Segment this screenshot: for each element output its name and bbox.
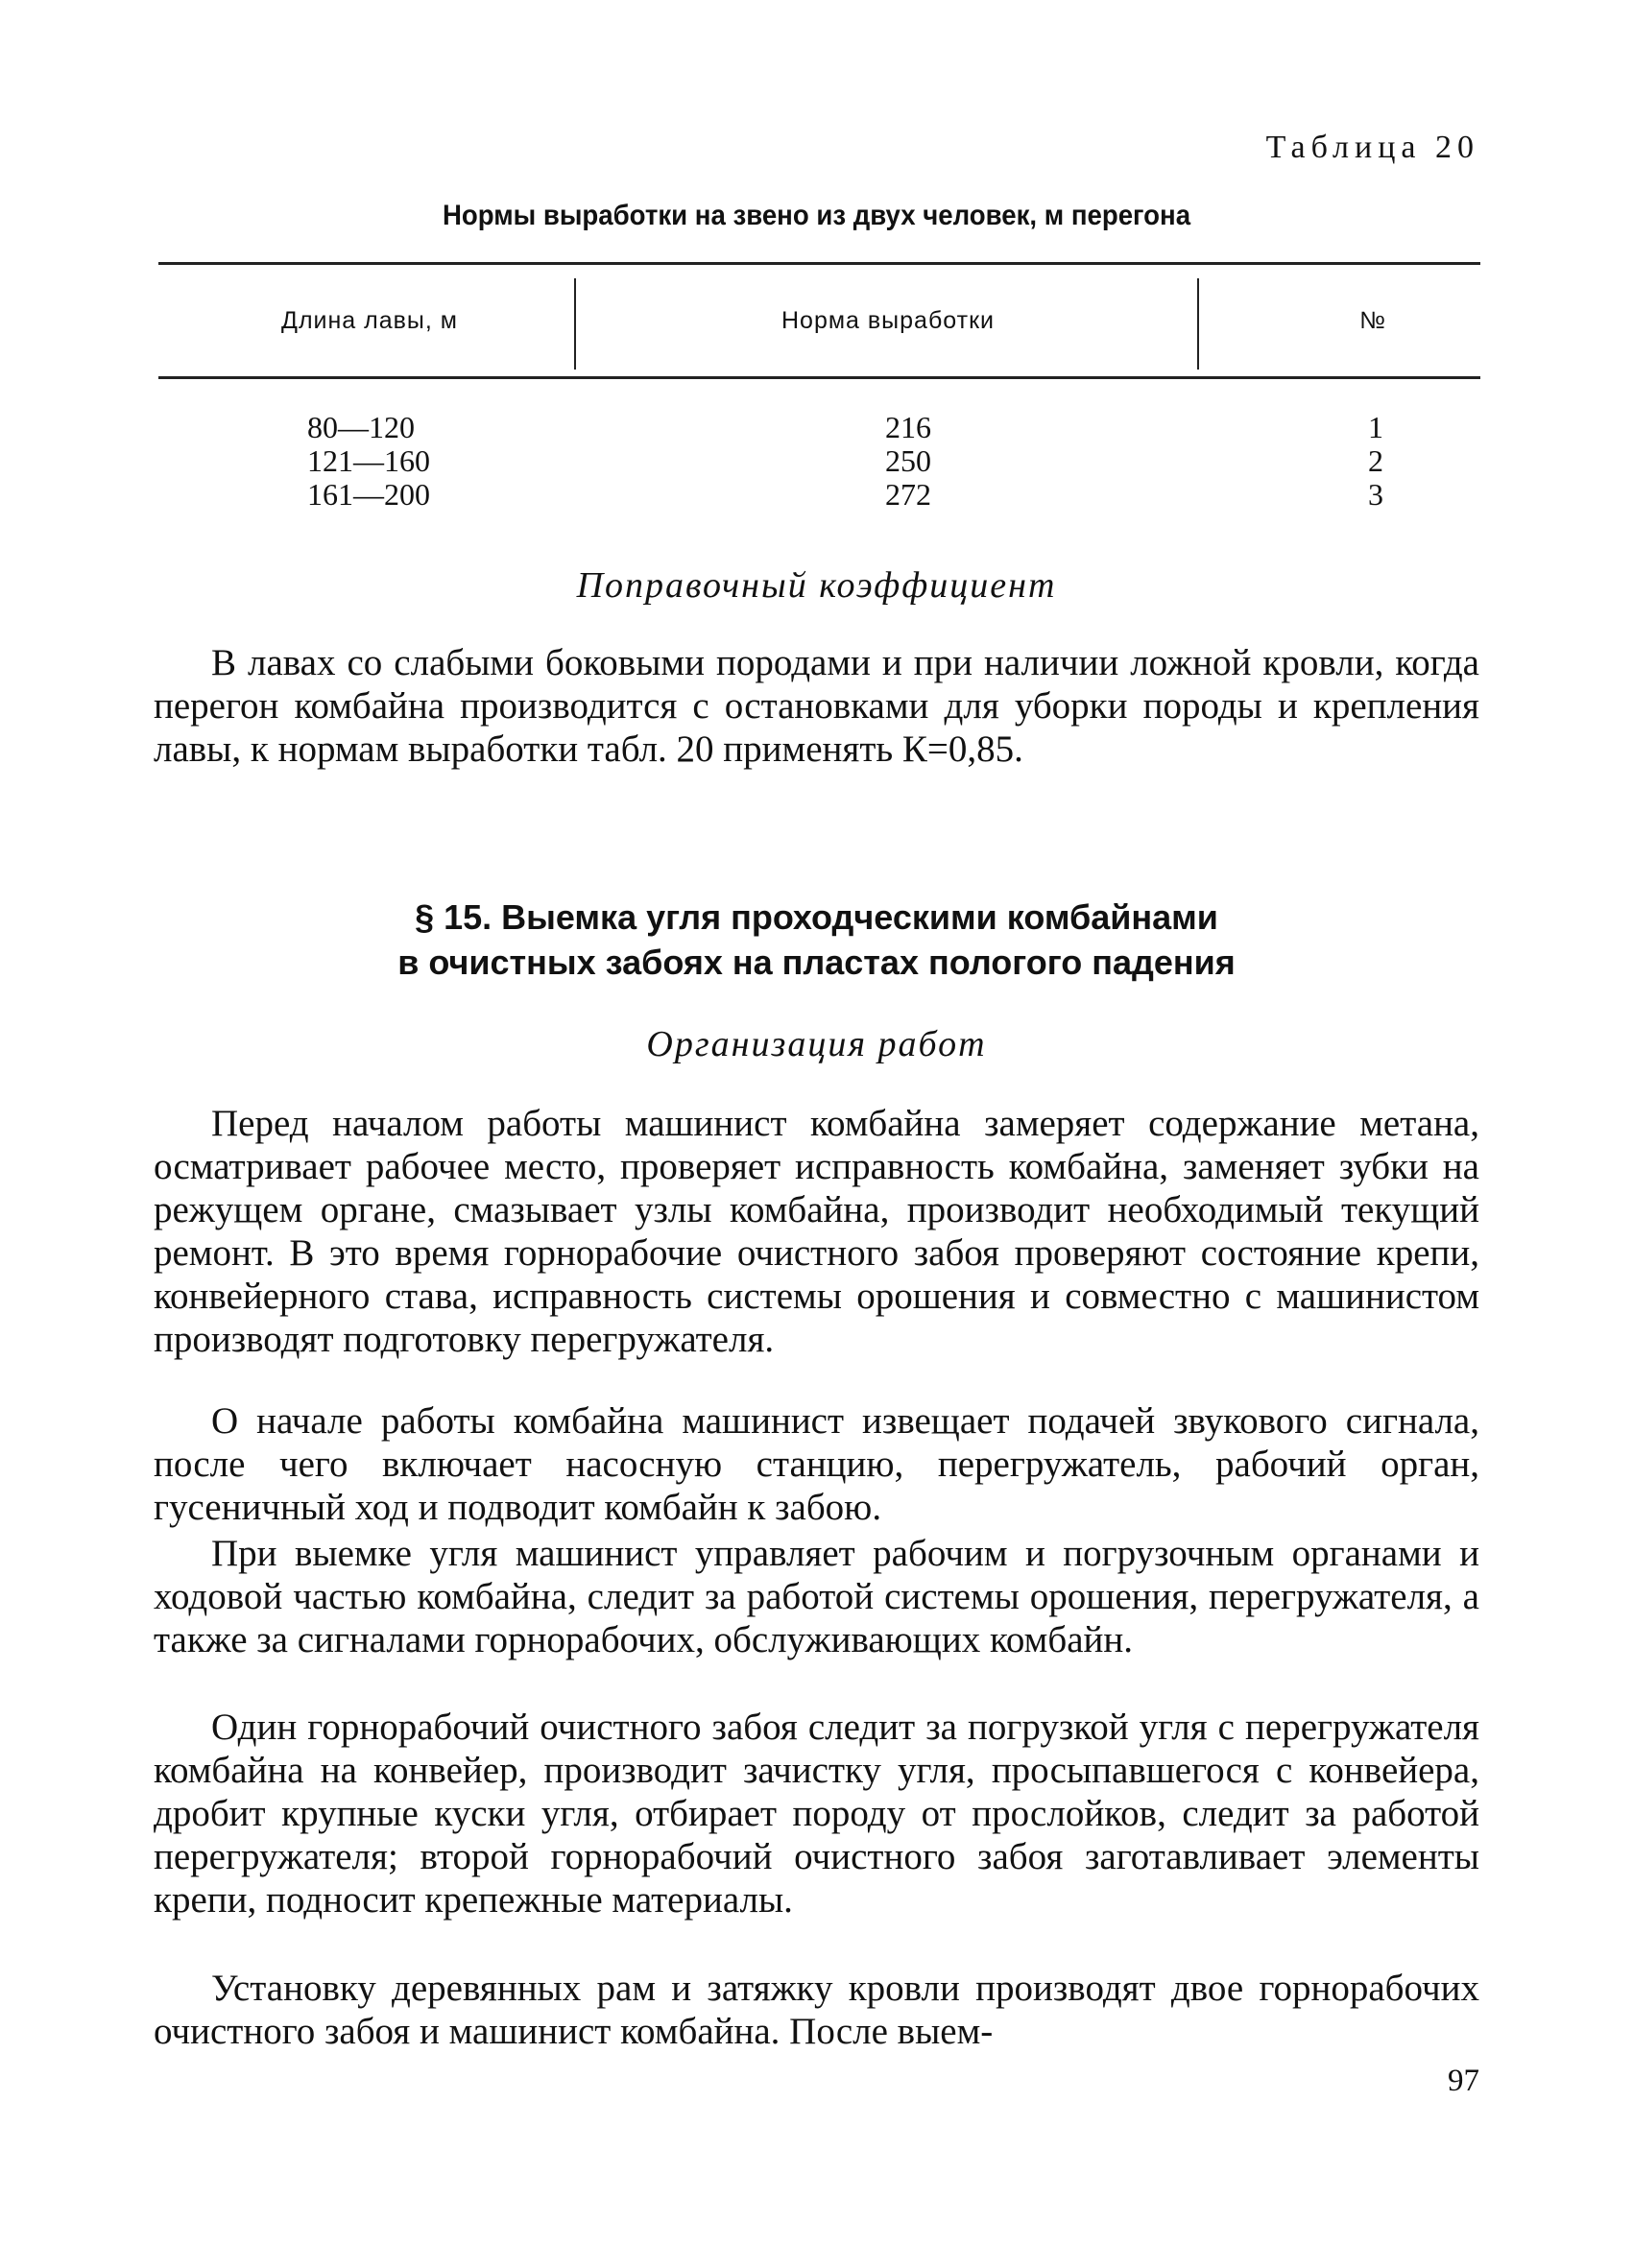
- section-title: [154, 895, 1479, 985]
- table-cell: 121—160: [307, 443, 430, 478]
- paragraph: Один горнорабочий очистного забоя следит за погрузкой угля с перегружателя комбайна на конвейер, производит зачистку угля, просыпавшегося с конвейера, дробит крупные куски угля, отбирает породу от прослойков, следит за работой перегружателя; второй горнорабочий очистного забоя заготавливает элементы крепи, подносит крепежные материалы.: [154, 1707, 1479, 1921]
- paragraph: Перед началом работы машинист комбайна замеряет содержание метана, осматривает рабочее место, проверяет исправность комбайна, заменяет зубки на режущем органе, смазывает узлы комбайна, производит необходимый текущий ремонт. В это время горнорабочие очистного забоя проверяют состояние крепи, конвейерного става, исправность системы орошения и совместно с машинистом производят подготовку перегружателя.: [154, 1103, 1479, 1360]
- correction-paragraph: В лавах со слабыми боковыми породами и при наличии ложной кровли, когда перегон комбайна производится с остановками для уборки породы и крепления лавы, к нормам выработки табл. 20 применять К=0,85.: [154, 642, 1479, 770]
- section-subheading: Организация работ: [646, 1024, 987, 1064]
- section-title-line: § 15. Выемка угля проходческими комбайнами: [415, 897, 1218, 937]
- table-header-length: Длина лавы, м: [281, 307, 458, 334]
- paragraph: О начале работы комбайна машинист извещает подачей звукового сигнала, после чего включает насосную станцию, перегружатель, рабочий орган, гусеничный ход и подводит комбайн к забою.: [154, 1400, 1479, 1528]
- table-cell: 1: [1368, 410, 1383, 444]
- table-cell: 2: [1368, 443, 1383, 478]
- table-top-rule: [158, 262, 1480, 265]
- table-cell: 80—120: [307, 410, 415, 444]
- table-header-rule: [158, 376, 1480, 379]
- paragraph: При выемке угля машинист управляет рабочим и погрузочным органами и ходовой частью комбайна, следит за работой системы орошения, перегружателя, а также за сигналами горнорабочих, обслуживающих комбайн.: [154, 1533, 1479, 1660]
- page-number: 97: [1448, 2064, 1479, 2098]
- correction-heading: Поправочный коэффициент: [576, 565, 1057, 606]
- table-column-divider: [574, 278, 576, 370]
- table-column-number: [1368, 411, 1383, 512]
- table-cell: 216: [885, 410, 931, 444]
- table-column-divider: [1197, 278, 1199, 370]
- table-column-length: [307, 411, 430, 512]
- table-cell: 250: [885, 443, 931, 478]
- table-cell: 272: [885, 477, 931, 512]
- table-label: Таблица 20: [1265, 130, 1479, 165]
- table-cell: 161—200: [307, 477, 430, 512]
- table-column-norm: [885, 411, 931, 512]
- table-cell: 3: [1368, 477, 1383, 512]
- table-header-norm: Норма выработки: [781, 307, 995, 334]
- table-caption: Нормы выработки на звено из двух человек, м перегона: [442, 200, 1191, 231]
- section-title-line: в очистных забоях на пластах пологого падения: [397, 943, 1236, 982]
- paragraph: Установку деревянных рам и затяжку кровли производят двое горнорабочих очистного забоя и машинист комбайна. После выем-: [154, 1968, 1479, 2052]
- table-header-number: №: [1359, 307, 1386, 334]
